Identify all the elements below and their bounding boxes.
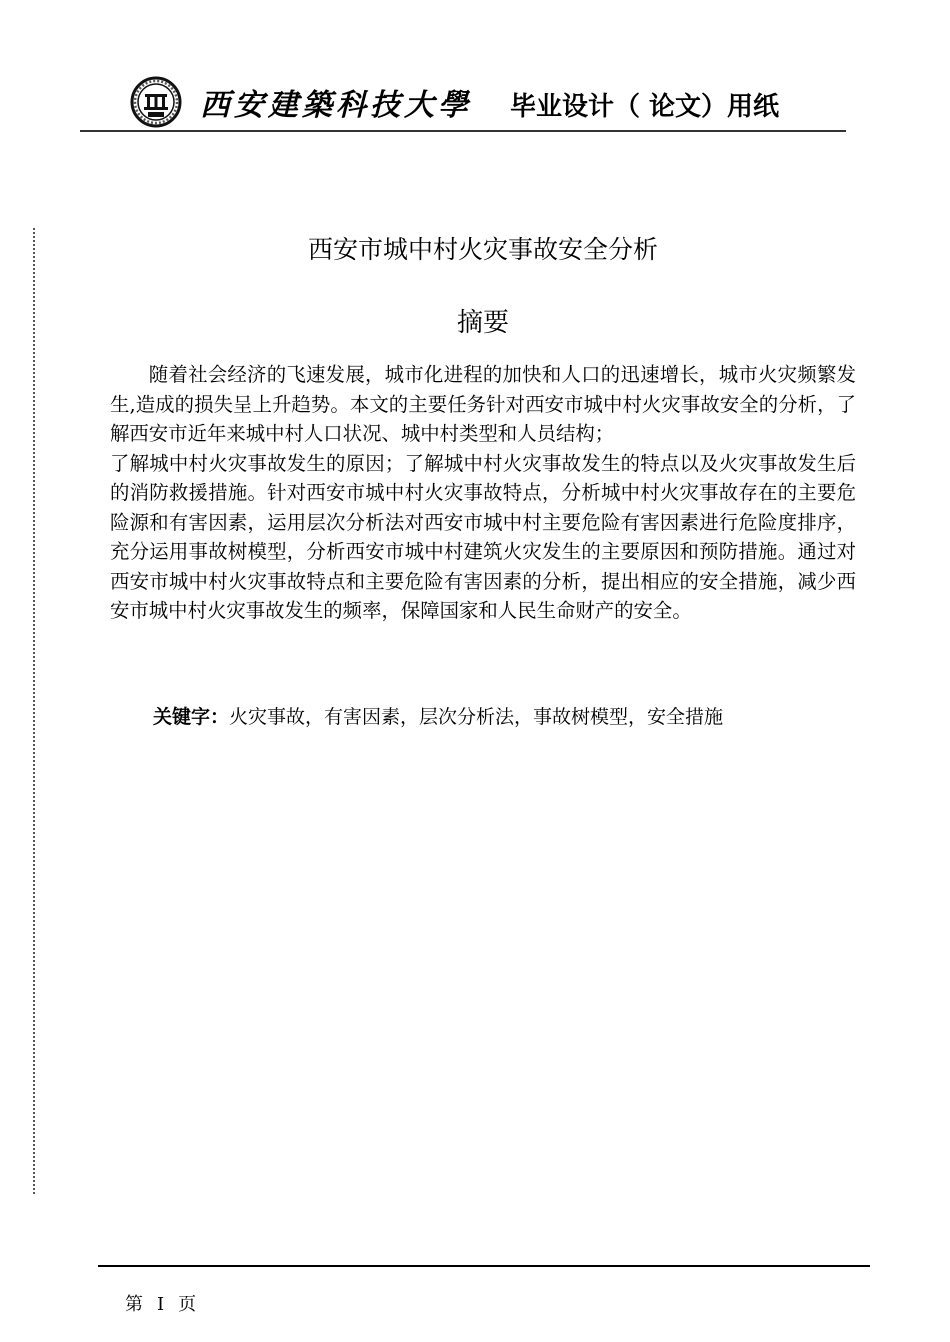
abstract-paragraph-2: 了解城中村火灾事故发生的原因；了解城中村火灾事故发生的特点以及火灾事故发生后的消防救援措施。针对西安市城中村火灾事故特点，分析城中村火灾事故存在的主要危险源和有害因素，运用层次分析法对西安市城中村主要危险有害因素进行危险度排序，充分运用事故树模型，分析西安市城中村建筑火灾发生的主要原因和预防措施。通过对西安市城中村火灾事故特点和主要危险有害因素的分析，提出相应的安全措施，减少西安市城中村火灾事故发生的频率，保障国家和人民生命财产的安全。 <box>110 451 856 622</box>
document-title: 西安市城中村火灾事故安全分析 <box>307 235 658 264</box>
page-number: I <box>157 1294 165 1315</box>
footer-divider <box>98 1265 870 1267</box>
paper-type-label: 毕业设计（ 论文）用纸 <box>510 92 780 122</box>
keywords-label: 关键字： <box>153 706 230 728</box>
abstract-heading: 摘要 <box>456 308 509 338</box>
page-prefix: 第 <box>125 1294 143 1315</box>
header-divider <box>80 130 846 132</box>
keywords-line <box>153 702 723 729</box>
binding-margin-line <box>33 228 35 1194</box>
page-header <box>80 66 846 132</box>
university-seal-icon <box>130 76 182 128</box>
abstract-body <box>110 360 856 626</box>
page-suffix: 页 <box>178 1294 197 1315</box>
abstract-paragraph-1: 随着社会经济的飞速发展，城市化进程的加快和人口的迅速增长，城市火灾频繁发生,造成的损失呈上升趋势。本文的主要任务针对西安市城中村火灾事故安全的分析，了解西安市近年来城中村人口状况、城中村类型和人员结构； <box>110 363 856 445</box>
page-footer <box>125 1290 210 1316</box>
keywords-value: 火灾事故，有害因素，层次分析法，事故树模型，安全措施 <box>229 706 724 728</box>
school-name: 西安建築科技大學 <box>200 88 472 123</box>
